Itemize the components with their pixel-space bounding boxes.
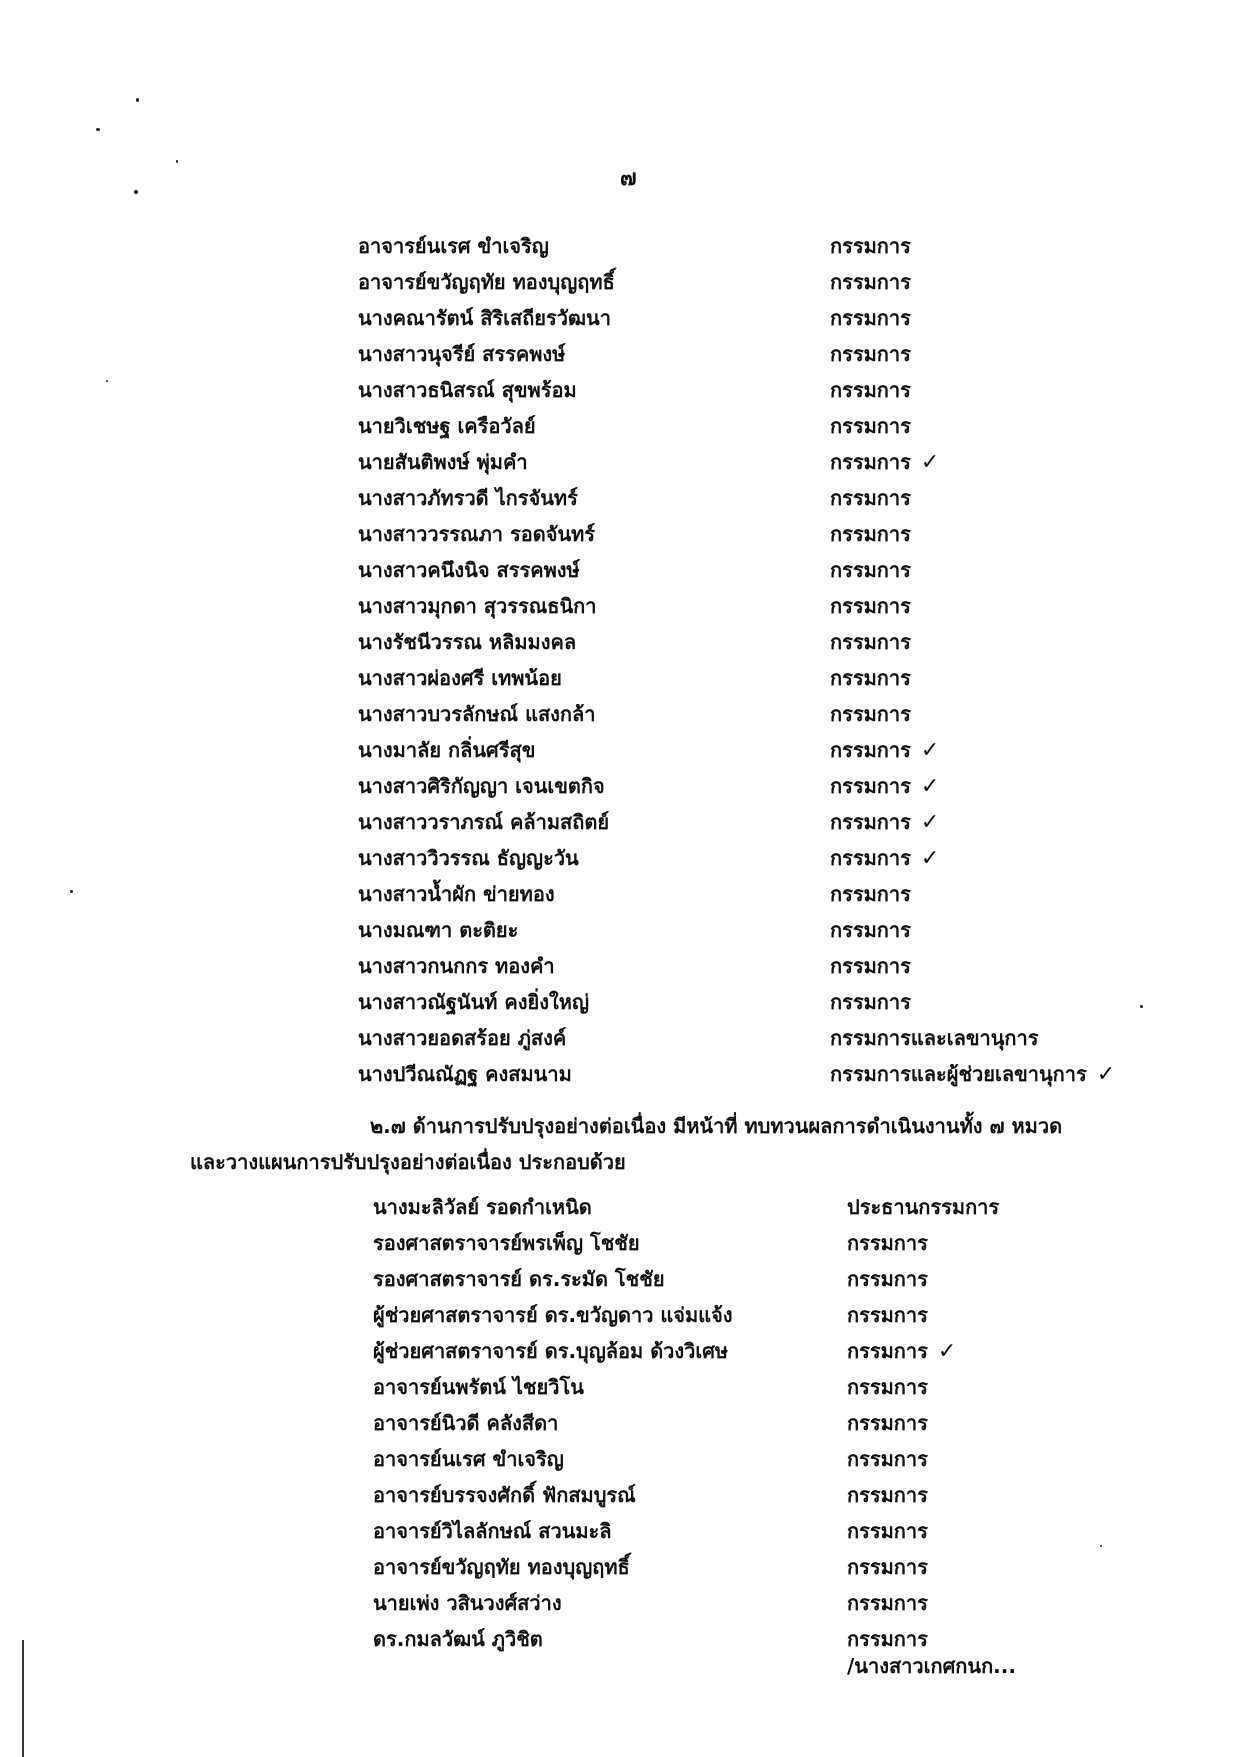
- member-name: นางสาวผ่องศรี เทพน้อย: [358, 666, 562, 690]
- member-role-text: กรรมการ: [847, 1339, 928, 1363]
- member-role-text: กรรมการ: [847, 1519, 928, 1543]
- section-heading-line-1: ๒.๗ ด้านการปรับปรุงอย่างต่อเนื่อง มีหน้าที่ ทบทวนผลการดำเนินงานทั้ง ๗ หมวด: [370, 1114, 1063, 1138]
- scan-margin-line: [22, 1640, 24, 1757]
- member-role-text: กรรมการ: [847, 1591, 928, 1615]
- member-name: นางสาวนุจรีย์ สรรคพงษ์: [358, 342, 566, 366]
- member-role: [830, 588, 911, 624]
- member-role-text: กรรมการ: [847, 1555, 928, 1579]
- member-row: [0, 804, 1238, 840]
- member-row: [0, 660, 1238, 696]
- member-name: นายวิเชษฐ เครือวัลย์: [358, 414, 536, 438]
- member-name: นางสาวภัทรวดี ไกรจันทร์: [358, 486, 578, 510]
- member-row: [0, 1369, 1238, 1405]
- member-row: [0, 516, 1238, 552]
- member-name: นางปวีณณัฏฐ คงสมนาม: [358, 1062, 572, 1086]
- member-row: [0, 1477, 1238, 1513]
- member-role-text: กรรมการ: [847, 1267, 928, 1291]
- member-name: อาจารย์นเรศ ขำเจริญ: [373, 1447, 564, 1471]
- check-mark-icon: ✓: [920, 774, 940, 799]
- member-role-text: กรรมการ: [830, 594, 911, 618]
- member-name: ผู้ช่วยศาสตราจารย์ ดร.บุญล้อม ด้วงวิเศษ: [373, 1339, 729, 1363]
- member-row: [0, 588, 1238, 624]
- member-name: อาจารย์นพรัตน์ ไชยวิโน: [373, 1375, 584, 1399]
- member-role-text: กรรมการ: [830, 882, 911, 906]
- member-row: [0, 1333, 1238, 1369]
- member-name: นางสาวคนึงนิจ สรรคพงษ์: [358, 558, 580, 582]
- member-role: [830, 336, 911, 372]
- member-role: [830, 732, 939, 769]
- member-role: [847, 1189, 999, 1225]
- member-role: [830, 1056, 1115, 1093]
- member-row: [0, 1585, 1238, 1621]
- scan-speck: [136, 98, 139, 102]
- member-role: [830, 624, 911, 660]
- member-row: [0, 1513, 1238, 1549]
- member-role-text: กรรมการ: [830, 846, 911, 870]
- member-role: [847, 1441, 928, 1477]
- member-row: [0, 768, 1238, 804]
- member-role-text: กรรมการ: [830, 738, 911, 762]
- member-role: [830, 444, 939, 481]
- committee-list-1: [0, 228, 1238, 1092]
- member-name: นางสาวณัฐนันท์ คงยิ่งใหญ่: [358, 990, 590, 1014]
- committee-list-2: [0, 1189, 1238, 1657]
- member-row: [0, 1056, 1238, 1092]
- member-row: [0, 984, 1238, 1020]
- member-name: อาจารย์ขวัญฤทัย ทองบุญฤทธิ์: [373, 1555, 630, 1579]
- member-name: นางสาวมุกดา สุวรรณธนิกา: [358, 594, 597, 618]
- member-row: [0, 408, 1238, 444]
- member-row: [0, 1225, 1238, 1261]
- member-name: นางมาลัย กลิ่นศรีสุข: [358, 738, 536, 762]
- member-role: [847, 1477, 928, 1513]
- page-number: ๗: [620, 166, 637, 191]
- member-name: ผู้ช่วยศาสตราจารย์ ดร.ขวัญดาว แจ่มแจ้ง: [373, 1303, 733, 1327]
- member-name: อาจารย์ขวัญฤทัย ทองบุญฤทธิ์: [358, 270, 615, 294]
- member-role-text: กรรมการ: [830, 270, 911, 294]
- member-role: [830, 768, 939, 805]
- member-name: นางสาววรรณภา รอดจันทร์: [358, 522, 596, 546]
- member-role-text: กรรมการ: [830, 234, 911, 258]
- member-role: [847, 1585, 928, 1621]
- member-name: นางรัชนีวรรณ หลิมมงคล: [358, 630, 577, 654]
- member-row: [0, 1549, 1238, 1585]
- member-row: [0, 696, 1238, 732]
- continuation-note: /นางสาวเกศกนก...: [847, 1654, 1016, 1678]
- member-row: [0, 1020, 1238, 1056]
- member-row: [0, 840, 1238, 876]
- member-role-text: กรรมการ: [830, 378, 911, 402]
- member-row: [0, 948, 1238, 984]
- scan-speck: [1140, 1005, 1143, 1008]
- member-role: [830, 1020, 1039, 1056]
- member-role: [830, 228, 911, 264]
- member-name: นางสาวน้ำผัก ข่ายทอง: [358, 882, 555, 906]
- member-role-text: กรรมการ: [830, 666, 911, 690]
- member-row: [0, 1189, 1238, 1225]
- member-name: นางมณฑา ตะติยะ: [358, 918, 519, 942]
- member-row: [0, 552, 1238, 588]
- member-role-text: กรรมการ: [830, 522, 911, 546]
- member-role-text: ประธานกรรมการ: [847, 1195, 1000, 1219]
- member-name: นางสาววิวรรณ ธัญญะวัน: [358, 846, 579, 870]
- member-name: นางสาววราภรณ์ คล้ามสถิตย์: [358, 810, 610, 834]
- member-name: ดร.กมลวัฒน์ ภูวิชิต: [373, 1627, 543, 1651]
- member-row: [0, 228, 1238, 264]
- member-role-text: กรรมการ: [830, 486, 911, 510]
- member-role: [830, 984, 911, 1020]
- member-role-text: กรรมการและผู้ช่วยเลขานุการ: [830, 1062, 1087, 1086]
- member-name: อาจารย์บรรจงศักดิ์ ฟักสมบูรณ์: [373, 1483, 636, 1507]
- member-role: [830, 660, 911, 696]
- scan-speck: [70, 890, 73, 893]
- member-role: [830, 840, 939, 877]
- member-name: นางคณารัตน์ สิริเสถียรวัฒนา: [358, 306, 611, 330]
- member-role: [830, 804, 939, 841]
- member-role-text: กรรมการ: [847, 1627, 928, 1651]
- member-role-text: กรรมการ: [830, 774, 911, 798]
- member-name: นางสาวธนิสรณ์ สุขพร้อม: [358, 378, 577, 402]
- member-row: [0, 1405, 1238, 1441]
- member-role: [830, 912, 911, 948]
- scan-speck: [96, 128, 100, 131]
- member-role: [830, 480, 911, 516]
- member-name: รองศาสตราจารย์ ดร.ระมัด โชชัย: [373, 1267, 665, 1291]
- scan-speck: [134, 190, 138, 194]
- check-mark-icon: ✓: [920, 738, 940, 763]
- member-role-text: กรรมการ: [830, 450, 911, 474]
- member-role-text: กรรมการ: [830, 810, 911, 834]
- member-role-text: กรรมการ: [847, 1483, 928, 1507]
- member-role-text: กรรมการและเลขานุการ: [830, 1026, 1039, 1050]
- scan-speck: [176, 160, 178, 163]
- member-role-text: กรรมการ: [830, 702, 911, 726]
- member-row: [0, 1297, 1238, 1333]
- member-role-text: กรรมการ: [830, 414, 911, 438]
- member-role-text: กรรมการ: [847, 1447, 928, 1471]
- member-role: [830, 372, 911, 408]
- check-mark-icon: ✓: [920, 810, 940, 835]
- member-row: [0, 912, 1238, 948]
- check-mark-icon: ✓: [1096, 1062, 1116, 1087]
- member-role-text: กรรมการ: [830, 306, 911, 330]
- member-role-text: กรรมการ: [847, 1231, 928, 1255]
- member-role: [847, 1297, 928, 1333]
- member-name: นายสันติพงษ์ พุ่มคำ: [358, 450, 528, 474]
- member-row: [0, 444, 1238, 480]
- member-name: นายเพ่ง วสินวงศ์สว่าง: [373, 1591, 562, 1615]
- member-name: นางมะลิวัลย์ รอดกำเหนิด: [373, 1195, 592, 1219]
- member-name: นางสาวกนกกร ทองคำ: [358, 954, 555, 978]
- member-role: [830, 408, 911, 444]
- member-role-text: กรรมการ: [847, 1303, 928, 1327]
- member-row: [0, 1441, 1238, 1477]
- member-name: นางสาวศิริกัญญา เจนเขตกิจ: [358, 774, 605, 798]
- member-role: [830, 876, 911, 912]
- member-row: [0, 1621, 1238, 1657]
- member-role-text: กรรมการ: [830, 990, 911, 1014]
- member-role: [830, 300, 911, 336]
- member-role: [847, 1369, 928, 1405]
- check-mark-icon: ✓: [920, 450, 940, 475]
- member-name: อาจารย์นเรศ ขำเจริญ: [358, 234, 549, 258]
- member-row: [0, 480, 1238, 516]
- member-role: [830, 696, 911, 732]
- member-role: [847, 1549, 928, 1585]
- member-role-text: กรรมการ: [830, 630, 911, 654]
- member-role-text: กรรมการ: [830, 918, 911, 942]
- member-role-text: กรรมการ: [830, 558, 911, 582]
- member-role-text: กรรมการ: [847, 1411, 928, 1435]
- member-name: รองศาสตราจารย์พรเพ็ญ โชชัย: [373, 1231, 640, 1255]
- member-row: [0, 624, 1238, 660]
- member-role-text: กรรมการ: [830, 954, 911, 978]
- section-heading: [190, 1108, 1190, 1180]
- member-name: นางสาวบวรลักษณ์ แสงกล้า: [358, 702, 596, 726]
- member-role-text: กรรมการ: [847, 1375, 928, 1399]
- section-heading-line-2: และวางแผนการปรับปรุงอย่างต่อเนื่อง ประกอบด้วย: [190, 1150, 626, 1174]
- scan-speck: [106, 380, 108, 382]
- member-row: [0, 264, 1238, 300]
- member-role: [847, 1225, 928, 1261]
- member-row: [0, 876, 1238, 912]
- member-role: [847, 1333, 956, 1370]
- member-role-text: กรรมการ: [830, 342, 911, 366]
- member-role: [847, 1261, 928, 1297]
- member-role: [830, 552, 911, 588]
- scan-speck: [1100, 1545, 1102, 1547]
- member-role: [830, 948, 911, 984]
- member-role: [847, 1513, 928, 1549]
- member-name: นางสาวยอดสร้อย ภู่สงค์: [358, 1026, 567, 1050]
- member-row: [0, 336, 1238, 372]
- member-role: [830, 264, 911, 300]
- member-row: [0, 300, 1238, 336]
- check-mark-icon: ✓: [920, 846, 940, 871]
- member-name: อาจารย์นิวดี คลังสีดา: [373, 1411, 559, 1435]
- member-row: [0, 732, 1238, 768]
- member-row: [0, 372, 1238, 408]
- member-role: [847, 1405, 928, 1441]
- member-row: [0, 1261, 1238, 1297]
- member-role: [830, 516, 911, 552]
- member-name: อาจารย์วิไลลักษณ์ สวนมะลิ: [373, 1519, 612, 1543]
- check-mark-icon: ✓: [937, 1339, 957, 1364]
